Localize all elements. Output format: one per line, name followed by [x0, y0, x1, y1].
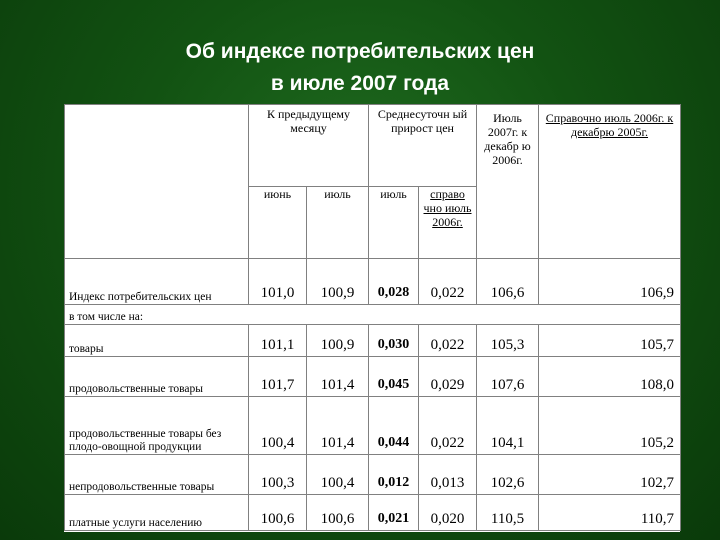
title-line-1: Об индексе потребительских цен: [185, 40, 535, 63]
cell-jul-dec: 104,1: [477, 397, 539, 455]
header-avg-daily: Среднесуточн ый прирост цен: [369, 105, 477, 187]
cell-june: 101,0: [249, 259, 307, 305]
subheader-july: июль: [307, 187, 369, 259]
table-row: [65, 259, 681, 305]
title-line-2: в июле 2007 года: [270, 72, 450, 95]
row-label: продовольственные товары без плодо-овощной продукции: [65, 397, 249, 455]
cell-jul-dec: 107,6: [477, 357, 539, 397]
table-row: [65, 455, 681, 495]
cell-june: 100,3: [249, 455, 307, 495]
subheader-july-avg: июль: [369, 187, 419, 259]
cell-ref: 102,7: [539, 455, 681, 495]
cell-ref: 105,2: [539, 397, 681, 455]
cell-june: 100,6: [249, 495, 307, 531]
table-row: [65, 495, 681, 531]
cell-jul-dec: 105,3: [477, 325, 539, 357]
cell-july: 100,6: [307, 495, 369, 531]
group-label: в том числе на:: [65, 305, 681, 325]
cell-july: 101,4: [307, 397, 369, 455]
cell-ref: 108,0: [539, 357, 681, 397]
cell-ref: 105,7: [539, 325, 681, 357]
cell-july: 100,9: [307, 325, 369, 357]
table-row: [65, 357, 681, 397]
subheader-ref-label: справо чно июль 2006г.: [423, 187, 472, 229]
cell-july: 100,9: [307, 259, 369, 305]
row-label: непродовольственные товары: [65, 455, 249, 495]
cell-june: 101,7: [249, 357, 307, 397]
cpi-table-container: [64, 104, 680, 532]
cell-ref: 106,9: [539, 259, 681, 305]
cell-avg-july: 0,045: [369, 357, 419, 397]
cell-jul-dec: 102,6: [477, 455, 539, 495]
header-july-2007-to-dec: Июль 2007г. к декабр ю 2006г.: [477, 105, 539, 259]
cell-jul-dec: 106,6: [477, 259, 539, 305]
row-label: Индекс потребительских цен: [65, 259, 249, 305]
cell-avg-july: 0,021: [369, 495, 419, 531]
header-reference-label: Справочно июль 2006г. к декабрю 2005г.: [545, 111, 674, 139]
cpi-table: [64, 104, 681, 531]
cell-avg-ref: 0,022: [419, 325, 477, 357]
header-corner: [65, 105, 249, 259]
cell-june: 100,4: [249, 397, 307, 455]
header-reference: [539, 105, 681, 259]
table-row: [65, 325, 681, 357]
cell-avg-ref: 0,022: [419, 397, 477, 455]
cell-july: 100,4: [307, 455, 369, 495]
row-label: товары: [65, 325, 249, 357]
subheader-june: июнь: [249, 187, 307, 259]
cell-july: 101,4: [307, 357, 369, 397]
cell-jul-dec: 110,5: [477, 495, 539, 531]
cell-ref: 110,7: [539, 495, 681, 531]
cell-june: 101,1: [249, 325, 307, 357]
table-row: [65, 397, 681, 455]
cell-avg-july: 0,044: [369, 397, 419, 455]
cell-avg-july: 0,028: [369, 259, 419, 305]
cell-avg-ref: 0,013: [419, 455, 477, 495]
cell-avg-ref: 0,020: [419, 495, 477, 531]
cell-avg-july: 0,030: [369, 325, 419, 357]
subheader-ref-july-2006: [419, 187, 477, 259]
slide-title: [0, 36, 720, 100]
row-label: платные услуги населению: [65, 495, 249, 531]
header-prev-month: К предыдущему месяцу: [249, 105, 369, 187]
cell-avg-ref: 0,022: [419, 259, 477, 305]
cell-avg-ref: 0,029: [419, 357, 477, 397]
cell-avg-july: 0,012: [369, 455, 419, 495]
group-row: [65, 305, 681, 325]
header-row-1: [65, 105, 681, 187]
row-label: продовольственные товары: [65, 357, 249, 397]
